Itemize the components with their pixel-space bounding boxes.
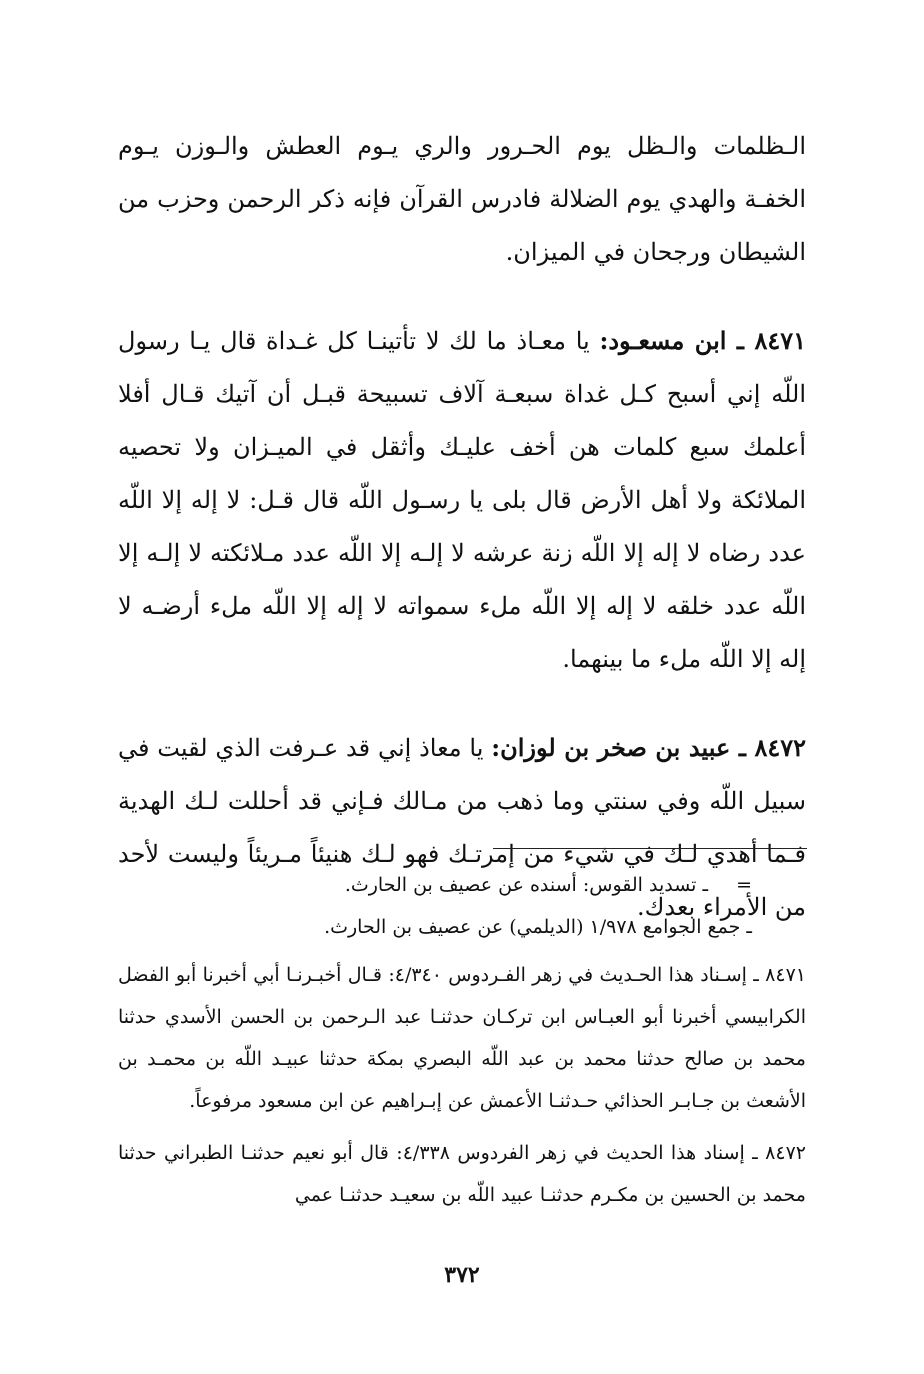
hadith-reference: ٨٤٧١ ـ ابن مسعـود: bbox=[599, 326, 806, 355]
paragraph-hadith-8471 bbox=[118, 314, 806, 686]
page-number: ٣٧٢ bbox=[444, 1262, 480, 1288]
paragraph-text: يا معـاذ ما لك لا تأتينـا كل غـداة قال يـا رسول اللّه إني أسبح كـل غداة سبعـة آلاف تسبيحة قبـل أن آتيك قـال أفلا أعلمك سبع كلمات هن أخف عليـك وأثقل في الميـزان ولا تحصيه الملائكة ولا أهل الأرض قال بلى يا رسـول اللّه قال قـل: لا إله إلا اللّه عدد رضاه لا إله إلا اللّه زنة عرشه لا إلـه إلا اللّه عدد مـلائكته لا إلـه إلا اللّه عدد خلقه لا إله إلا اللّه ملء سمواته لا إله إلا اللّه ملء أرضـه لا إله إلا اللّه ملء ما بينهما. bbox=[118, 327, 806, 673]
main-text bbox=[118, 120, 806, 934]
footnote-text: ٨٤٧٢ ـ إسناد هذا الحديث في زهر الفردوس ٤/٣٣٨: قال أبو نعيم حدثنـا الطبراني حدثنا محمد بن الحسين بن مكـرم حدثنـا عبيد اللّه بن سعيـد حدثنـا عمي bbox=[118, 1142, 806, 1206]
footnote-text: ـ تسديد القوس: أسنده عن عصيف بن الحارث. bbox=[344, 874, 709, 896]
footnote-divider bbox=[493, 848, 807, 849]
footnote-item bbox=[118, 1132, 806, 1216]
paragraph-continuation bbox=[118, 120, 806, 279]
footnote-text: ـ جمع الجوامع ١/٩٧٨ (الديلمي) عن عصيف بن الحارث. bbox=[324, 916, 752, 938]
hadith-reference: ٨٤٧٢ ـ عبيد بن صخر بن لوزان: bbox=[491, 733, 806, 762]
footnote-item bbox=[118, 954, 806, 1122]
footnotes bbox=[118, 864, 806, 1216]
footnote-item bbox=[118, 864, 806, 906]
paragraph-text: الـظلمات والـظل يوم الحـرور والري يـوم العطش والـوزن يـوم الخفـة والهدي يوم الضلالة فادرس القرآن فإنه ذكر الرحمن وحزب من الشيطان ورجحان في الميزان. bbox=[118, 132, 806, 266]
footnote-item bbox=[118, 906, 806, 948]
paragraph-text: يا معاذ إني قد عـرفت الذي لقيت في سبيل اللّه وفي سنتي وما ذهب من مـالك فـإني قد أحللت لـك الهدية فـما أهدي لـك في شيء من إمرتـك فهو لـك هنيئاً مـريئاً وليست لأحد من الأمراء بعدك. bbox=[118, 734, 806, 921]
footnote-text: ٨٤٧١ ـ إسـناد هذا الحـديث في زهر الفـردوس ٤/٣٤٠: قـال أخبـرنـا أبي أخبرنا أبو الفضل الكرابيسي أخبرنا أبو العبـاس ابن تركـان حدثنـا عبد الـرحمن بن الحسن الأسدي حدثنا محمد بن صالح حدثنا محمد بن عبد اللّه البصري بمكة حدثنا عبيـد اللّه بن محمـد بن الأشعث بن جـابـر الحذائي حـدثنـا الأعمش عن إبـراهيم عن ابن مسعود مرفوعاً. bbox=[118, 964, 806, 1112]
continuation-marker: = bbox=[736, 874, 752, 896]
